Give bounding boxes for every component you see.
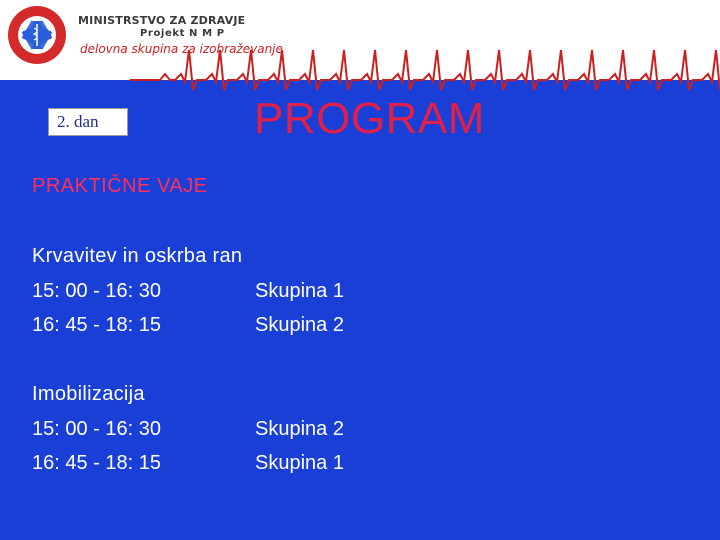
time-slot: 16: 45 - 18: 15 [32, 452, 161, 474]
day-label: 2. dan [48, 108, 128, 136]
group-label: Skupina 1 [255, 280, 344, 302]
working-group-name: delovna skupina za izobraževanje [80, 42, 283, 56]
group-label: Skupina 1 [255, 452, 344, 474]
time-slot: 15: 00 - 16: 30 [32, 280, 161, 302]
block-title-immobilization: Imobilizacija [32, 383, 145, 405]
time-slot: 15: 00 - 16: 30 [32, 418, 161, 440]
time-slot: 16: 45 - 18: 15 [32, 314, 161, 336]
group-label: Skupina 2 [255, 314, 344, 336]
ecg-line-decoration [0, 0, 720, 95]
group-label: Skupina 2 [255, 418, 344, 440]
section-title: PRAKTIČNE VAJE [32, 175, 208, 197]
project-name: Projekt N M P [140, 28, 225, 39]
ministry-name: MINISTRSTVO ZA ZDRAVJE [78, 14, 246, 27]
page-title: PROGRAM [254, 94, 485, 143]
block-title-wound-care: Krvavitev in oskrba ran [32, 245, 243, 267]
